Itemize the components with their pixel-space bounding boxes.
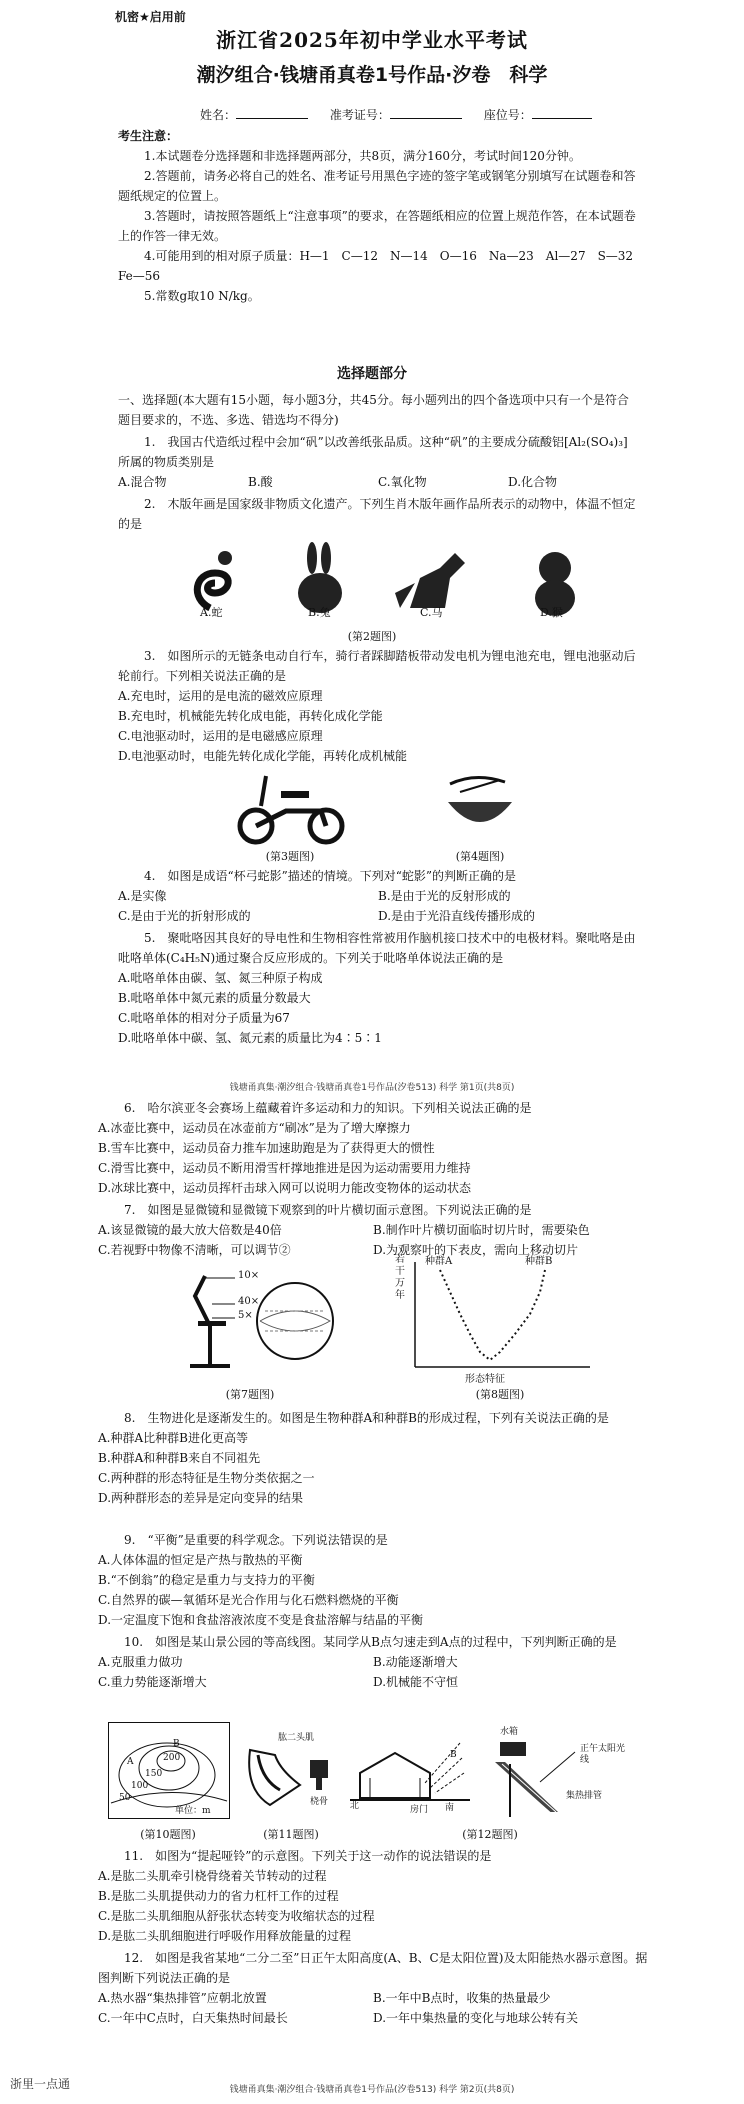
question-stem: 12. 如图是我省某地“二分二至”日正午太阳高度(A、B、C是太阳位置)及太阳能热水器示意图。据图判断下列说法正确的是 (98, 1951, 648, 1985)
label-a: A.蛇 (200, 606, 223, 619)
question-stem: 3. 如图所示的无链条电动自行车，骑行者踩脚踏板带动发电机为锂电池充电，锂电池驱动后轮前行。下列相关说法正确的是 (118, 649, 636, 683)
option-row (118, 906, 638, 926)
zodiac-figure (180, 538, 600, 628)
question-stem: 4. 如图是成语“杯弓蛇影”描述的情境。下列对“蛇影”的判断正确的是 (144, 869, 516, 883)
point-a-label: A (127, 1757, 134, 1767)
option-row (98, 1220, 648, 1240)
caption-q3: (第3题图) (265, 850, 315, 863)
ebike-figure (236, 766, 346, 850)
bowl-and-bow-image (440, 772, 520, 832)
label-d: D.猴 (540, 606, 563, 619)
option: B.种群A和种群B来自不同祖先 (98, 1451, 261, 1465)
caption-q10: (第10题图) (140, 1828, 196, 1841)
question-stem: 6. 哈尔滨亚冬会赛场上蕴藏着许多运动和力的知识。下列相关说法正确的是 (124, 1101, 532, 1115)
option: A.是实像 (118, 889, 167, 903)
question-stem: 2. 木版年画是国家级非物质文化遗产。下列生肖木版年画作品所表示的动物中，体温不恒定的是 (118, 497, 636, 531)
question-4 (118, 866, 638, 926)
question-11 (98, 1846, 648, 1946)
option: C.一年中C点时，白天集热时间最长 (98, 2011, 288, 2025)
option: A.冰壶比赛中，运动员在冰壶前方“刷冰”是为了增大摩擦力 (98, 1121, 411, 1135)
question-5 (118, 928, 638, 1048)
microscope-and-leaf-image (150, 1266, 340, 1376)
question-12 (98, 1948, 648, 2028)
solar-heater-image (480, 1722, 630, 1822)
caption-q7: (第7题图) (225, 1388, 275, 1401)
biceps-label: 肱二头肌 (278, 1733, 315, 1743)
question-9 (98, 1530, 648, 1630)
question-stem: 9. “平衡”是重要的科学观念。下列说法错误的是 (124, 1533, 388, 1547)
unit-label: 单位：m (175, 1806, 211, 1816)
option-row (118, 472, 638, 492)
name-blank (236, 118, 308, 119)
contour-lines (109, 1723, 229, 1818)
notice-item: 4.可能用到的相对原子质量：H—1 C—12 N—14 O—16 Na—23 Al—27 S—32 Fe—56 (118, 249, 646, 283)
caption-q11: (第11题图) (263, 1828, 319, 1841)
caption-q8: (第8题图) (475, 1388, 525, 1401)
section-intro (118, 390, 638, 430)
exam-number-blank (390, 118, 462, 119)
option: A.充电时，运用的是电流的磁效应原理 (118, 689, 323, 703)
speciation-chart (395, 1252, 595, 1386)
option: A.克服重力做功 (98, 1655, 183, 1669)
option: B.“不倒翁”的稳定是重力与支持力的平衡 (98, 1573, 315, 1587)
option: A.种群A比种群B进化更高等 (98, 1431, 248, 1445)
option-row (118, 886, 638, 906)
page-footer-1: 钱塘甬真集·潮汐组合·钱塘甬真卷1号作品(汐卷513) 科学 第1页(共8页) (229, 1083, 515, 1093)
caption-q4: (第4题图) (455, 850, 505, 863)
option: D.电池驱动时，电能先转化成化学能，再转化成机械能 (118, 749, 408, 763)
contour-200-label: 200 (163, 1753, 181, 1763)
radius-bone-label: 桡骨 (310, 1797, 329, 1807)
point-b-label: B (173, 1739, 180, 1749)
question-10 (98, 1632, 648, 1692)
house-sun-figure (350, 1738, 470, 1818)
option: C.是肱二头肌细胞从舒张状态转变为收缩状态的过程 (98, 1909, 375, 1923)
ebike-image (236, 766, 346, 846)
option-row (98, 2008, 648, 2028)
option: D.是由于光沿直线传播形成的 (378, 909, 536, 923)
seat-number-blank (532, 118, 592, 119)
option: C.自然界的碳—氧循环是光合作用与化石燃料燃烧的平衡 (98, 1593, 399, 1607)
question-stem: 7. 如图是显微镜和显微镜下观察到的叶片横切面示意图。下列说法正确的是 (124, 1203, 532, 1217)
contour-150-label: 150 (145, 1769, 163, 1779)
option: C.是由于光的折射形成的 (118, 909, 251, 923)
question-8 (98, 1408, 648, 1508)
objective-40-label: 40× (238, 1296, 260, 1307)
series-a-path (440, 1270, 490, 1360)
option: C.氧化物 (378, 475, 427, 489)
option: A.该显微镜的最大放大倍数是40倍 (98, 1223, 282, 1237)
option: B.一年中B点时，收集的热量最少 (373, 1991, 551, 2005)
option: C.若视野中物像不清晰，可以调节② (98, 1243, 291, 1257)
question-stem: 8. 生物进化是逐渐发生的。如图是生物种群A和种群B的形成过程，下列有关说法正确的是 (124, 1411, 609, 1425)
contour-100-label: 100 (131, 1781, 149, 1791)
objective-5-label: 5× (238, 1310, 253, 1321)
section-title: 选择题部分 (337, 366, 407, 382)
section-intro-text: 一、选择题(本大题有15小题，每小题3分，共45分。每小题列出的四个备选项中只有一个是符合题目要求的，不选、多选、错选均不得分) (118, 393, 629, 427)
option: C.重力势能逐渐增大 (98, 1675, 207, 1689)
option: D.是肱二头肌细胞进行呼吸作用释放能量的过程 (98, 1929, 352, 1943)
microscope-figure (150, 1266, 340, 1376)
zodiac-woodcut-images (180, 538, 600, 628)
contour-50-label: 50 (119, 1793, 131, 1803)
option: A.人体体温的恒定是产热与散热的平衡 (98, 1553, 303, 1567)
candidate-info-line (200, 106, 610, 123)
chart-series-b-label: 种群B (525, 1256, 553, 1267)
option: D.吡咯单体中碳、氢、氮元素的质量比为4∶5∶1 (118, 1031, 382, 1045)
option: A.热水器“集热排管”应朝北放置 (98, 1991, 267, 2005)
option: C.电池驱动时，运用的是电磁感应原理 (118, 729, 323, 743)
option-row (98, 1988, 648, 2008)
chart-x-label: 形态特征 (465, 1374, 505, 1385)
eyepiece-label: 10× (238, 1270, 260, 1281)
solar-heater-figure (480, 1722, 630, 1822)
series-b-path (490, 1270, 545, 1360)
option: B.充电时，机械能先转化成电能，再转化成化学能 (118, 709, 383, 723)
option: B.是由于光的反射形成的 (378, 889, 511, 903)
notice-block (118, 126, 646, 306)
option: B.制作叶片横切面临时切片时，需要染色 (373, 1223, 590, 1237)
speciation-chart-svg (395, 1252, 595, 1386)
option: C.两种群的形态特征是生物分类依据之一 (98, 1471, 315, 1485)
question-1 (118, 432, 638, 492)
question-2 (118, 494, 638, 534)
option: B.酸 (248, 475, 273, 489)
name-label: 姓名： (200, 108, 237, 122)
seat-number-label: 座位号： (483, 108, 532, 122)
question-stem: 10. 如图是某山景公园的等高线图。某同学从B点匀速走到A点的过程中，下列判断正确的是 (124, 1635, 617, 1649)
caption-q2: (第2题图) (347, 630, 397, 643)
option: D.机械能不守恒 (373, 1675, 459, 1689)
option: B.雪车比赛中，运动员奋力推车加速助跑是为了获得更大的惯性 (98, 1141, 435, 1155)
option: D.两种群形态的差异是定向变异的结果 (98, 1491, 304, 1505)
option: B.吡咯单体中氮元素的质量分数最大 (118, 991, 311, 1005)
label-b: B.兔 (308, 606, 331, 619)
north-label: 北 (350, 1801, 360, 1811)
door-label: 房门 (410, 1805, 429, 1815)
noon-sunlight-label: 正午太阳光线 (580, 1744, 626, 1765)
contour-map-figure (108, 1722, 230, 1819)
notice-item: 3.答题时，请按照答题纸上“注意事项”的要求，在答题纸相应的位置上规范作答，在本试题卷上的作答一律无效。 (118, 209, 636, 243)
snake-image (197, 551, 232, 608)
horse-image (395, 553, 465, 608)
exam-subtitle: 潮汐组合·钱塘甬真卷1号作品·汐卷 科学 (196, 64, 548, 86)
chart-y-label: 若干万年 (395, 1254, 405, 1301)
option: A.吡咯单体由碳、氢、氮三种原子构成 (118, 971, 323, 985)
sun-b-label: B (450, 1750, 457, 1760)
bowl-figure (440, 772, 520, 836)
option: D.为观察叶的下表皮，需向上移动切片 (373, 1243, 579, 1257)
question-stem: 11. 如图为“提起哑铃”的示意图。下列关于这一动作的说法错误的是 (124, 1849, 492, 1863)
option-row (98, 1652, 648, 1672)
option: C.吡咯单体的相对分子质量为67 (118, 1011, 290, 1025)
exam-number-label: 准考证号： (329, 108, 390, 122)
arm-dumbbell-figure (240, 1730, 345, 1810)
question-7 (98, 1200, 648, 1260)
question-stem: 5. 聚吡咯因其良好的导电性和生物相容性常被用作脑机接口技术中的电极材料。聚吡咯是由吡咯单体(C₄H₅N)通过聚合反应形成的。下列关于吡咯单体说法正确的是 (118, 931, 636, 965)
exam-title: 浙江省2025年初中学业水平考试 (216, 28, 528, 52)
option: D.一定温度下饱和食盐溶液浓度不变是食盐溶解与结晶的平衡 (98, 1613, 424, 1627)
water-tank-label: 水箱 (500, 1727, 519, 1737)
caption-q12: (第12题图) (462, 1828, 518, 1841)
option: C.滑雪比赛中，运动员不断用滑雪杆撑地推进是因为运动需要用力维持 (98, 1161, 471, 1175)
question-3 (118, 646, 638, 766)
option: A.混合物 (118, 475, 167, 489)
notice-heading: 考生注意： (118, 129, 179, 143)
option: B.动能逐渐增大 (373, 1655, 458, 1669)
page-footer-2: 钱塘甬真集·潮汐组合·钱塘甬真卷1号作品(汐卷513) 科学 第2页(共8页) (229, 2085, 515, 2095)
collector-tubes-label: 集热排管 (566, 1791, 603, 1801)
rabbit-image (298, 542, 342, 613)
watermark: 浙里一点通 (10, 2077, 71, 2091)
question-stem: 1. 我国古代造纸过程中会加“矾”以改善纸张品质。这种“矾”的主要成分硫酸铝[Al₂(SO₄)₃]所属的物质类别是 (118, 435, 628, 469)
chart-series-a-label: 种群A (425, 1256, 453, 1267)
notice-item: 5.常数g取10 N/kg。 (144, 289, 260, 303)
confidential-mark: 机密★启用前 (115, 10, 186, 24)
option: A.是肱二头肌牵引桡骨绕着关节转动的过程 (98, 1869, 327, 1883)
label-c: C.马 (420, 606, 443, 619)
option-row (98, 1672, 648, 1692)
south-label: 南 (445, 1803, 455, 1813)
option: D.一年中集热量的变化与地球公转有关 (373, 2011, 579, 2025)
option: D.化合物 (508, 475, 558, 489)
notice-item: 1.本试题卷分选择题和非选择题两部分，共8页，满分160分，考试时间120分钟。 (144, 149, 581, 163)
option: B.是肱二头肌提供动力的省力杠杆工作的过程 (98, 1889, 339, 1903)
question-6 (98, 1098, 648, 1198)
notice-item: 2.答题前，请务必将自己的姓名、准考证号用黑色字迹的签字笔或钢笔分别填写在试题卷和答题纸规定的位置上。 (118, 169, 636, 203)
option: D.冰球比赛中，运动员挥杆击球入网可以说明力能改变物体的运动状态 (98, 1181, 472, 1195)
